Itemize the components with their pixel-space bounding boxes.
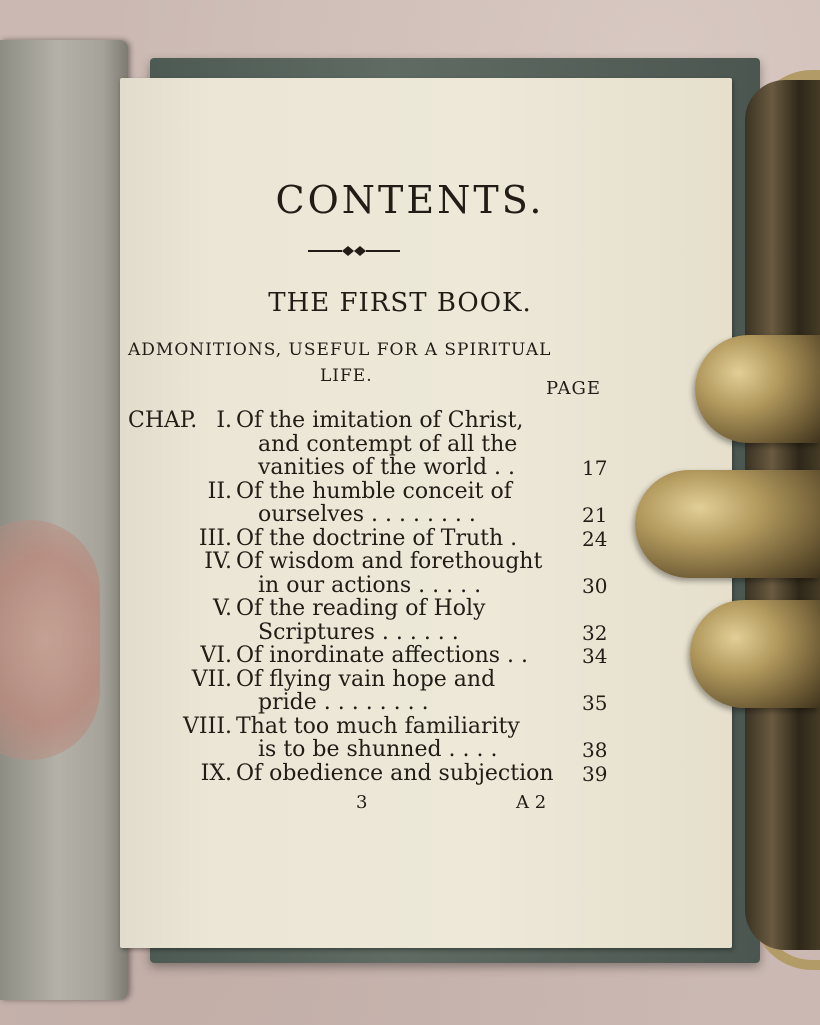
chapter-numeral: VII.: [191, 666, 232, 692]
subtitle-line-1: ADMONITIONS, USEFUL FOR A SPIRITUAL: [128, 340, 552, 360]
toc-page-number: 30: [582, 573, 608, 598]
toc-entry-line: Of the imitation of Christ,: [236, 408, 524, 433]
chapter-label: CHAP.: [128, 408, 198, 433]
toc-entry-line: and contempt of all the: [258, 431, 518, 457]
toc-entry-line: Of the doctrine of Truth .: [236, 525, 518, 551]
thumb-blur: [0, 520, 100, 760]
toc-page-number: 21: [582, 503, 608, 527]
toc-page-number: 39: [582, 761, 608, 786]
chapter-numeral: III.: [198, 525, 232, 551]
toc-entry-line: vanities of the world . .: [258, 455, 516, 480]
toc-entry-line: Of inordinate affections . .: [236, 643, 529, 668]
book-heading: THE FIRST BOOK.: [268, 288, 532, 318]
subtitle-line-2: LIFE.: [320, 366, 373, 386]
chapter-numeral: V.: [212, 596, 232, 621]
brass-hand-finger: [695, 335, 820, 443]
toc-entry-line: Of obedience and subjection: [236, 760, 554, 786]
toc-entry-line: pride . . . . . . . .: [258, 690, 429, 715]
toc-entry-line: in our actions . . . . .: [258, 572, 482, 598]
page-title: CONTENTS.: [275, 178, 545, 222]
page-folio: 3: [356, 792, 368, 813]
toc-page-number: 17: [582, 456, 608, 480]
toc-entry-line: Of the reading of Holy: [236, 596, 486, 621]
toc-page-number: 35: [582, 691, 608, 715]
toc-entry-line: Of the humble conceit of: [236, 478, 512, 504]
toc-page-number: 38: [582, 738, 608, 762]
toc-entry-line: ourselves . . . . . . . .: [258, 502, 476, 527]
chapter-numeral: IV.: [204, 549, 232, 574]
chapter-numeral: IX.: [200, 760, 232, 786]
chapter-numeral: VIII.: [183, 713, 232, 739]
brass-hand-finger: [635, 470, 820, 578]
toc-entry-line: is to be shunned . . . .: [258, 737, 498, 762]
toc-entry-line: Of flying vain hope and: [236, 666, 496, 692]
chapter-numeral: II.: [207, 478, 232, 504]
page-column-label: PAGE: [546, 378, 601, 399]
toc-entry-line: That too much familiarity: [236, 713, 520, 739]
ornament-divider-icon: [308, 244, 400, 258]
toc-page-number: 24: [582, 526, 608, 551]
toc-page-number: 34: [582, 644, 608, 668]
toc-entry-line: Of wisdom and forethought: [236, 549, 543, 574]
toc-entry-line: Scriptures . . . . . .: [258, 619, 459, 645]
toc-page-number: 32: [582, 620, 608, 645]
chapter-numeral: I.: [216, 408, 232, 433]
chapter-numeral: VI.: [200, 643, 232, 668]
printer-signature: A 2: [516, 792, 547, 813]
brass-hand-finger: [690, 600, 820, 708]
